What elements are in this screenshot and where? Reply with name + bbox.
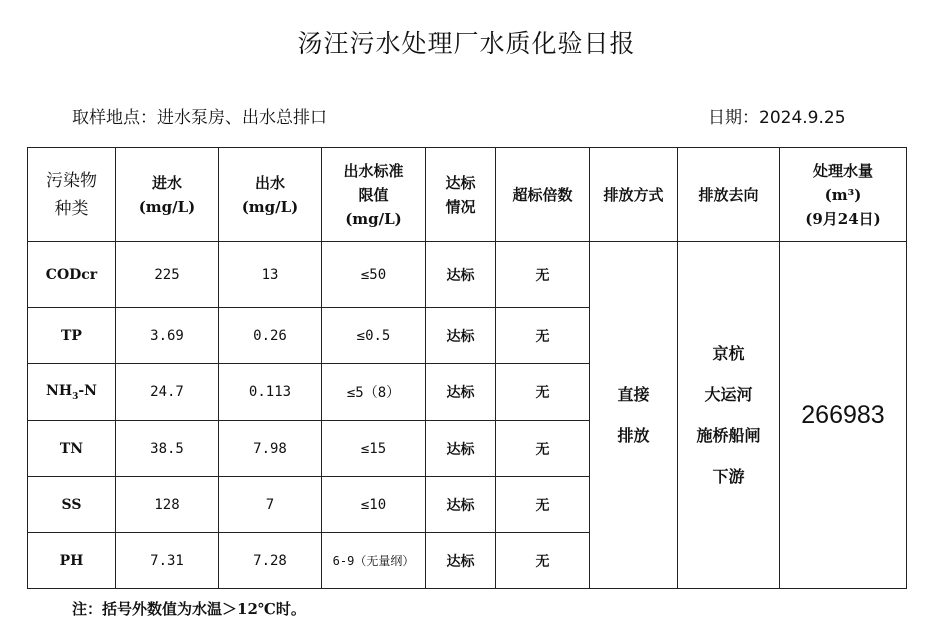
header-discharge-dest: 排放去向 [678,148,780,242]
discharge-dest-cell [678,242,780,589]
header-volume-line3: (9月24日) [805,209,881,228]
exceed-multiple: 无 [496,364,590,421]
footnote: 注：括号外数值为水温＞12℃时。 [72,600,306,618]
pollutant-name [28,364,116,421]
exceed-multiple: 无 [496,533,590,589]
limit-value: ≤5（8） [322,364,426,421]
outflow-value: 13 [219,242,322,308]
water-quality-table [27,147,907,589]
outflow-value: 7.28 [219,533,322,589]
pollutant-name: CODcr [28,242,116,308]
limit-value: ≤50 [322,242,426,308]
compliance-status: 达标 [426,364,496,421]
pollutant-name-sub: 3 [72,391,79,402]
table-row [28,242,907,308]
discharge-dest-line2: 大运河 [704,385,753,404]
limit-value: ≤0.5 [322,308,426,364]
treated-volume: 266983 [780,242,907,589]
inflow-value: 225 [116,242,219,308]
header-volume-line2: (m³) [824,185,862,204]
compliance-status: 达标 [426,242,496,308]
inflow-value: 7.31 [116,533,219,589]
inflow-value: 3.69 [116,308,219,364]
inflow-value: 38.5 [116,421,219,477]
limit-value: 6-9（无量纲） [322,533,426,589]
header-limit-line3: (mg/L) [345,209,402,228]
exceed-multiple: 无 [496,308,590,364]
header-limit-line2: 限值 [358,185,389,204]
exceed-multiple: 无 [496,242,590,308]
pollutant-name: TP [28,308,116,364]
exceed-multiple: 无 [496,477,590,533]
pollutant-name-tail: -N [78,382,97,399]
limit-value: ≤10 [322,477,426,533]
header-pollutant-line2: 种类 [54,198,89,219]
compliance-status: 达标 [426,533,496,589]
outflow-value: 7 [219,477,322,533]
header-pollutant-line1: 污染物 [46,170,97,191]
header-outflow-line2: (mg/L) [241,197,299,216]
limit-value: ≤15 [322,421,426,477]
header-inflow-line1: 进水 [151,173,182,192]
compliance-status: 达标 [426,477,496,533]
inflow-value: 24.7 [116,364,219,421]
outflow-value: 0.113 [219,364,322,421]
header-volume-line1: 处理水量 [812,161,873,180]
header-inflow [116,148,219,242]
pollutant-name-main: NH [46,382,73,399]
discharge-method-line1: 直接 [617,385,650,404]
discharge-method-cell [590,242,678,589]
pollutant-name: SS [28,477,116,533]
discharge-dest-line4: 下游 [712,467,745,486]
report-date: 日期：2024.9.25 [708,108,846,128]
header-limit [322,148,426,242]
discharge-method-line2: 排放 [617,426,650,445]
pollutant-name: PH [28,533,116,589]
header-limit-line1: 出水标准 [343,161,404,180]
outflow-value: 7.98 [219,421,322,477]
header-volume [780,148,907,242]
header-row [28,148,907,242]
header-compliance-line1: 达标 [445,173,476,192]
header-outflow-line1: 出水 [254,173,285,192]
compliance-status: 达标 [426,308,496,364]
sampling-location: 取样地点：进水泵房、出水总排口 [72,108,327,128]
header-exceed: 超标倍数 [496,148,590,242]
discharge-dest-line1: 京杭 [712,344,745,363]
pollutant-name: TN [28,421,116,477]
header-compliance [426,148,496,242]
header-compliance-line2: 情况 [445,197,476,216]
discharge-dest-line3: 施桥船闸 [696,426,761,445]
inflow-value: 128 [116,477,219,533]
header-inflow-line2: (mg/L) [138,197,196,216]
report-title: 汤汪污水处理厂水质化验日报 [297,29,636,58]
exceed-multiple: 无 [496,421,590,477]
compliance-status: 达标 [426,421,496,477]
header-pollutant [28,148,116,242]
header-discharge-method: 排放方式 [590,148,678,242]
header-outflow [219,148,322,242]
outflow-value: 0.26 [219,308,322,364]
